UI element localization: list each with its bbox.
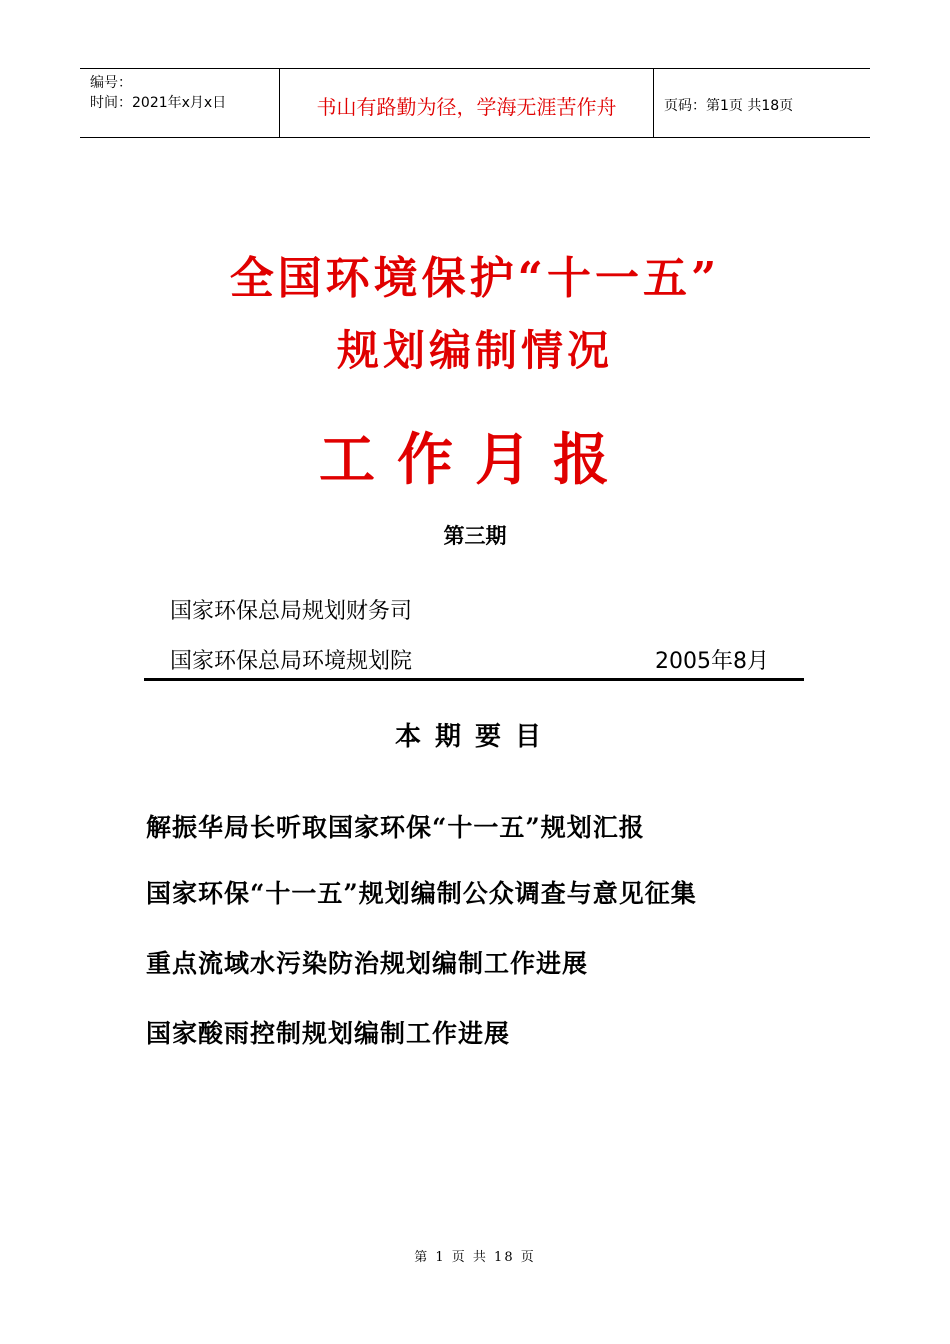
issue-number: 第三期 (443, 524, 507, 548)
contents-item: 国家环保“十一五”规划编制公众调查与意见征集 (146, 879, 697, 908)
publisher-2: 国家环保总局环境规划院 (170, 649, 413, 674)
publish-date: 2005年8月 (655, 649, 769, 674)
section-title: 本期要目 (394, 722, 555, 752)
document-time: 时间：2021年x月x日 (90, 95, 227, 111)
title-line-1: 全国环境保护“十一五” (229, 253, 721, 304)
header-motto: 书山有路勤为径，学海无涯苦作舟 (280, 69, 654, 137)
contents-item: 解振华局长听取国家环保“十一五”规划汇报 (146, 813, 645, 842)
contents-item: 国家酸雨控制规划编制工作进展 (146, 1019, 511, 1048)
header-meta (80, 69, 280, 137)
title-line-3: 工作月报 (319, 428, 631, 493)
document-number-label: 编号： (90, 75, 132, 91)
title-line-2: 规划编制情况 (336, 326, 613, 375)
divider-rule (144, 678, 804, 681)
contents-item: 重点流域水污染防治规划编制工作进展 (146, 949, 589, 978)
header-page-info: 页码：第1页 共18页 (664, 98, 794, 114)
page-footer: 第 1 页 共 18 页 (414, 1250, 536, 1265)
document-header (80, 68, 870, 138)
publisher-1: 国家环保总局规划财务司 (170, 599, 413, 624)
